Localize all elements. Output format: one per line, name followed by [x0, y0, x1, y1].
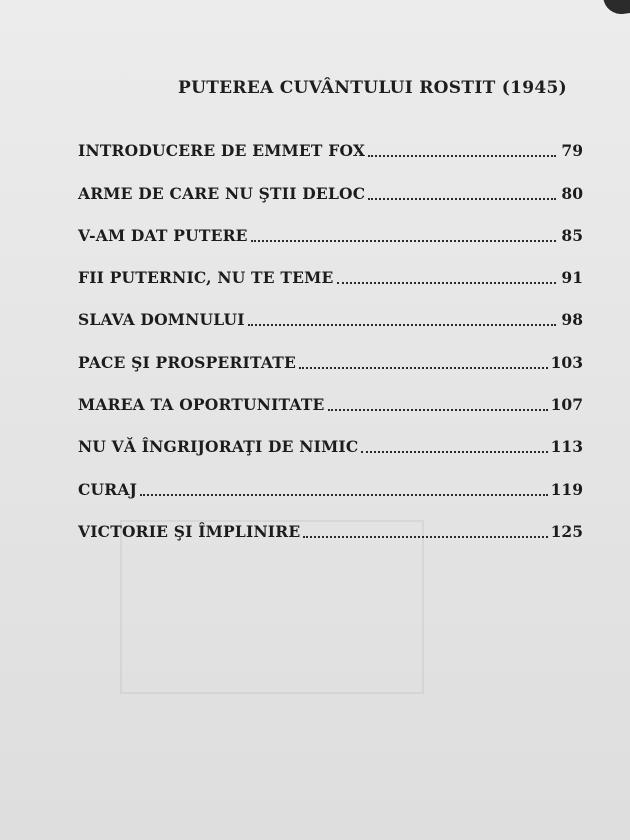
- toc-page-number: 103: [550, 352, 583, 372]
- dot-leader: [368, 198, 556, 200]
- dot-leader: [299, 367, 548, 369]
- toc-entry: [78, 245, 583, 287]
- page-corner-shadow: [603, 0, 630, 16]
- dot-leader: [337, 282, 556, 284]
- toc-entry: [78, 329, 583, 371]
- dot-leader: [361, 451, 547, 453]
- toc-page-number: 113: [550, 437, 583, 457]
- dot-leader: [328, 409, 548, 411]
- toc-page-number: 91: [561, 268, 583, 288]
- toc-entry: [78, 287, 583, 329]
- toc-entry: [78, 203, 583, 245]
- dot-leader: [368, 155, 556, 157]
- toc-entry-title: NU VĂ ÎNGRIJORAŢI DE NIMIC: [78, 437, 359, 457]
- toc-entry: [78, 118, 583, 160]
- toc-entry: [78, 372, 583, 414]
- toc-entry: [78, 456, 583, 498]
- toc-entry-title: MAREA TA OPORTUNITATE: [78, 395, 325, 415]
- toc-page-number: 80: [561, 183, 583, 203]
- toc-entry-title: CURAJ: [78, 479, 138, 499]
- toc-entry-title: PACE ŞI PROSPERITATE: [78, 352, 296, 372]
- toc-entry-title: INTRODUCERE DE EMMET FOX: [78, 141, 366, 161]
- toc-entry-title: ARME DE CARE NU ŞTII DELOC: [78, 183, 366, 203]
- section-title: PUTEREA CUVÂNTULUI ROSTIT (1945): [178, 78, 567, 98]
- toc-page-number: 79: [561, 141, 583, 161]
- table-of-contents: [78, 118, 583, 541]
- toc-page-number: 119: [550, 479, 583, 499]
- dot-leader: [140, 494, 548, 496]
- toc-page-number: 98: [561, 310, 583, 330]
- toc-entry: [78, 414, 583, 456]
- dot-leader: [248, 324, 556, 326]
- dot-leader: [303, 536, 547, 538]
- dot-leader: [251, 240, 556, 242]
- toc-page-number: 107: [550, 395, 583, 415]
- toc-entry-title: FII PUTERNIC, NU TE TEME: [78, 268, 334, 288]
- toc-entry-title: SLAVA DOMNULUI: [78, 310, 245, 330]
- toc-entry-title: VICTORIE ŞI ÎMPLINIRE: [78, 521, 301, 541]
- toc-page-number: 85: [561, 225, 583, 245]
- toc-entry: [78, 499, 583, 541]
- toc-page-number: 125: [550, 521, 583, 541]
- toc-entry: [78, 160, 583, 202]
- toc-entry-title: V-AM DAT PUTERE: [78, 225, 248, 245]
